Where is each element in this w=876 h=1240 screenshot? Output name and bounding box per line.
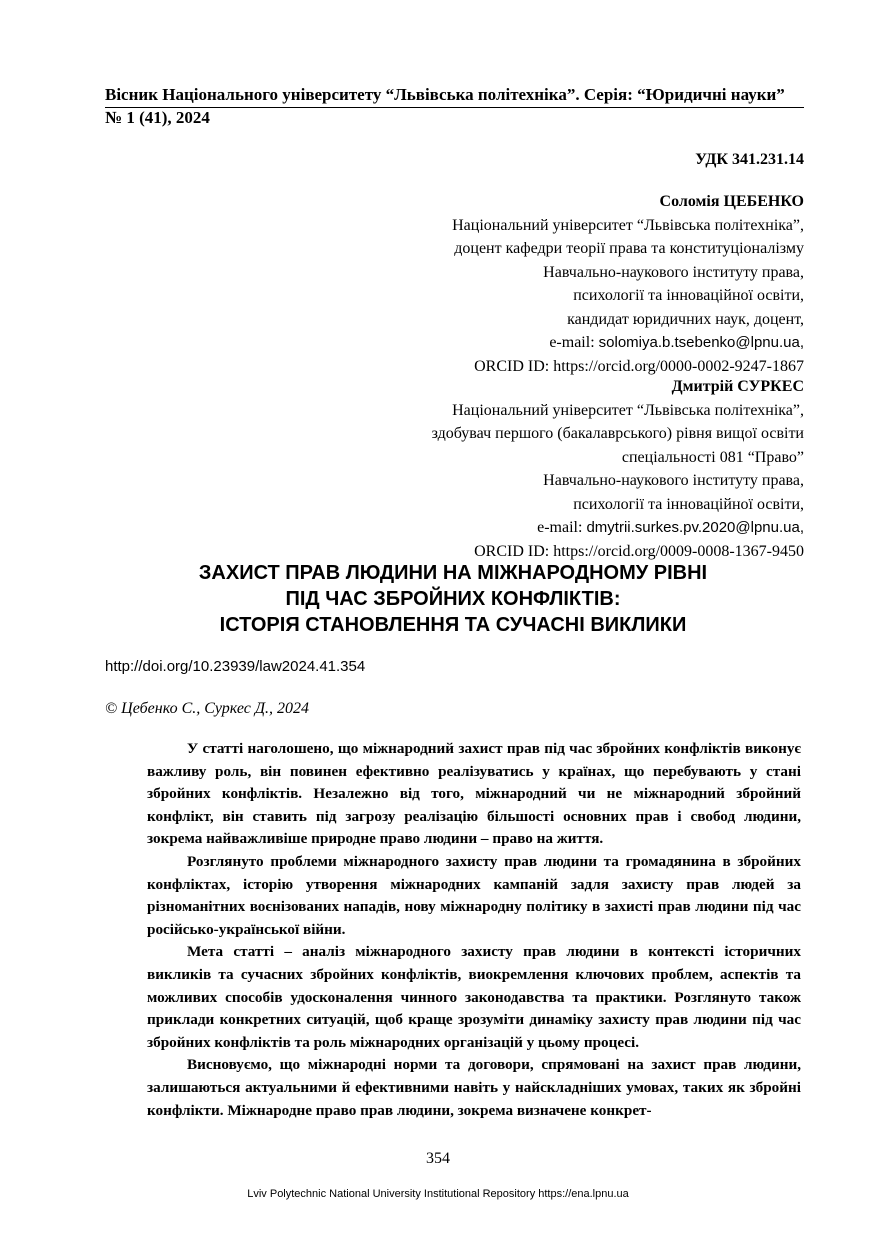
author-block-1 xyxy=(452,190,804,378)
abstract-paragraph: Мета статті – аналіз міжнародного захисту прав людини в контексті історичних викликів та сучасних збройних конфліктів, виокремлення ключових проблем, аспектів та можливих способів удосконалення чинного законодавства та практики. Розглянуто також приклади конкретних ситуацій, щоб краще зрозуміти динаміку захисту прав людини під час збройних конфліктів та роль міжнародних організацій у цьому процесі. xyxy=(147,943,801,1051)
page-number: 354 xyxy=(426,1150,450,1167)
udc-code: УДК 341.231.14 xyxy=(695,151,804,168)
affiliation-line: здобувач першого (бакалаврського) рівня вищої освіти xyxy=(431,425,804,442)
article-title xyxy=(90,560,816,638)
affiliation-line: Навчально-наукового інституту права, xyxy=(543,472,804,489)
affiliation-line: Національний університет “Львівська політехніка”, xyxy=(452,216,804,234)
orcid-line[interactable]: ORCID ID: https://orcid.org/0009-0008-1367-9450 xyxy=(474,542,804,560)
orcid-line[interactable]: ORCID ID: https://orcid.org/0000-0002-9247-1867 xyxy=(474,357,804,375)
issue-number: № 1 (41), 2024 xyxy=(105,108,210,127)
repository-footer[interactable]: Lviv Polytechnic National University Institutional Repository https://ena.lpnu.ua xyxy=(247,1188,629,1200)
email-line xyxy=(432,516,804,540)
abstract xyxy=(147,738,801,1122)
doi-link[interactable]: http://doi.org/10.23939/law2024.41.354 xyxy=(105,658,366,675)
email-link[interactable]: solomiya.b.tsebenko@lpnu.ua, xyxy=(598,334,804,351)
affiliation-line: Навчально-наукового інституту права, xyxy=(543,263,804,281)
affiliation-line: доцент кафедри теорії права та конституціоналізму xyxy=(454,240,804,257)
abstract-paragraph: Розглянуто проблеми міжнародного захисту прав людини та громадянина в збройних конфліктах, історію утворення міжнародних кампаній задля захисту прав людей за різноманітних воєнізованих нападів, нову міжнародну політику в захисті прав людини під час російсько-української війни. xyxy=(147,852,801,938)
title-line: ЗАХИСТ ПРАВ ЛЮДИНИ НА МІЖНАРОДНОМУ РІВНІ xyxy=(198,562,708,584)
journal-title: Вісник Національного університету “Львівська політехніка”. Серія: “Юридичні науки” xyxy=(105,85,804,108)
email-label: e-mail: xyxy=(537,519,587,536)
affiliation-line: спеціальності 081 “Право” xyxy=(621,448,804,466)
affiliation-line: Національний університет “Львівська політехніка”, xyxy=(452,401,804,419)
title-line: ПІД ЧАС ЗБРОЙНИХ КОНФЛІКТІВ: xyxy=(285,588,621,610)
title-line: ІСТОРІЯ СТАНОВЛЕННЯ ТА СУЧАСНІ ВИКЛИКИ xyxy=(219,614,687,636)
author-name: Дмитрій СУРКЕС xyxy=(671,378,804,395)
email-line xyxy=(452,331,804,355)
abstract-paragraph: У статті наголошено, що міжнародний захист прав під час збройних конфліктів виконує важливу роль, він повинен ефективно реалізуватись у країнах, що перебувають у стані збройних конфліктів. Незалежно від того, міжнародний чи не міжнародний збройний конфлікт, він ставить під загрозу реалізацію більшості основних прав і свобод людини, зокрема найважливіше природне право людини – право на життя. xyxy=(147,740,801,848)
affiliation-line: психології та інноваційної освіти, xyxy=(573,495,804,513)
affiliation-line: психології та інноваційної освіти, xyxy=(573,287,804,304)
affiliation-line: кандидат юридичних наук, доцент, xyxy=(567,310,804,328)
author-block-2 xyxy=(432,375,804,563)
email-link[interactable]: dmytrii.surkes.pv.2020@lpnu.ua, xyxy=(586,519,804,536)
author-name: Соломія ЦЕБЕНКО xyxy=(659,193,804,210)
copyright-notice: © Цебенко С., Суркес Д., 2024 xyxy=(105,700,310,717)
email-label: e-mail: xyxy=(549,334,599,351)
abstract-paragraph: Висновуємо, що міжнародні норми та договори, спрямовані на захист прав людини, залишаються актуальними й ефективними навіть у найскладніших умовах, таких як збройні конфлікти. Міжнародне право прав людини, зокрема визначене конкрет- xyxy=(147,1056,801,1119)
